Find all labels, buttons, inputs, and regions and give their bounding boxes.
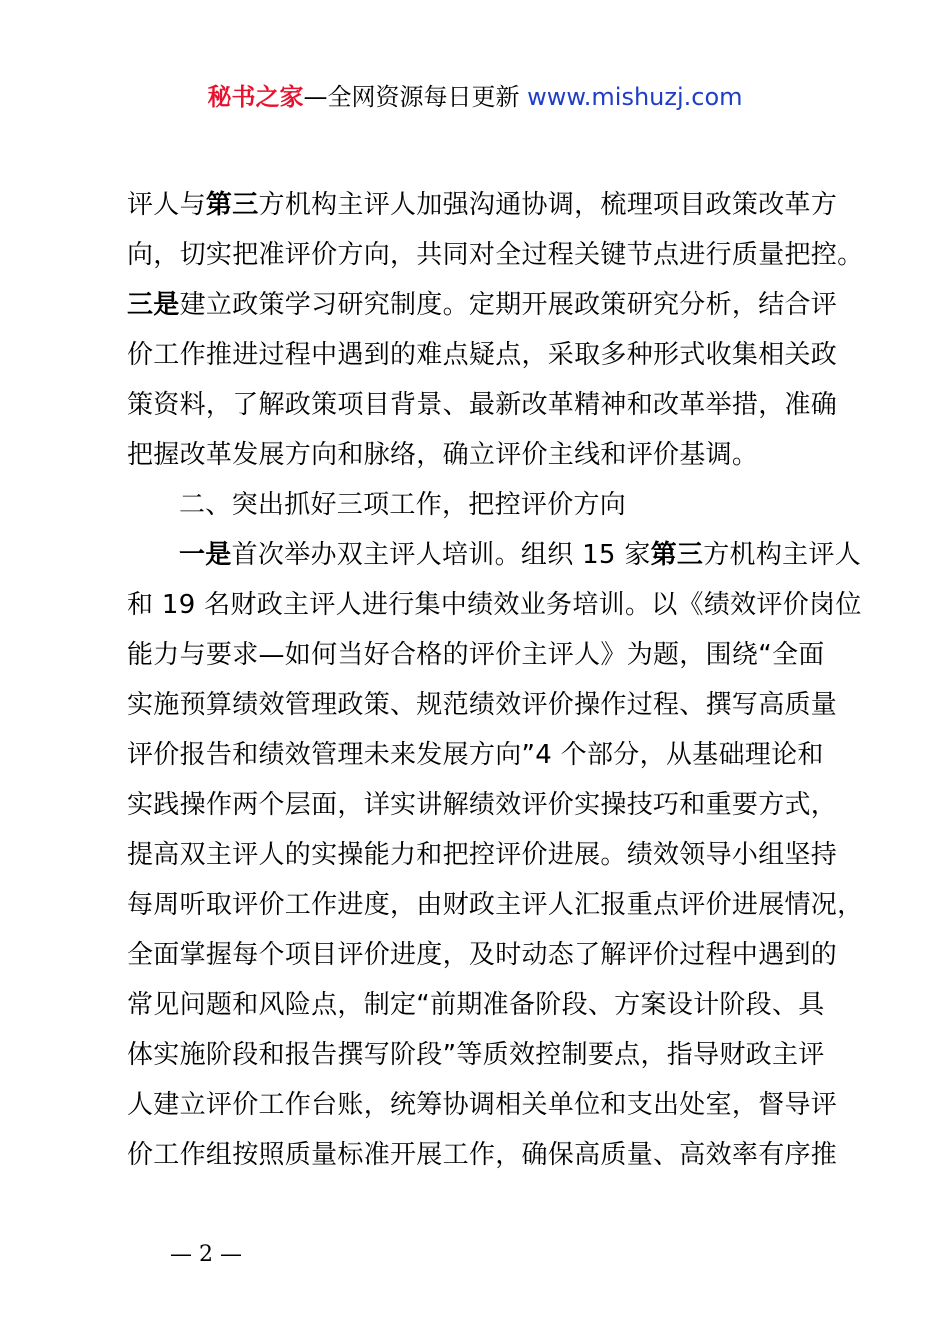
site-url-link[interactable]: www.mishuzj.com <box>527 83 743 111</box>
text-run: 评人与 <box>127 190 206 220</box>
text-run: 方机构主评人加强沟通协调，梳理项目政策改革方 <box>258 190 838 220</box>
text-run: 首次举办双主评人培训。组织 15 家 <box>231 540 651 570</box>
text-line <box>127 180 837 230</box>
text-line: 体实施阶段和报告撰写阶段”等质效控制要点，指导财政主评 <box>127 1040 825 1070</box>
text-line: 价工作推进过程中遇到的难点疑点，采取多种形式收集相关政 <box>127 340 838 370</box>
text-line: 向，切实把准评价方向，共同对全过程关键节点进行质量把控。 <box>127 240 864 270</box>
text-line: 评价报告和绩效管理未来发展方向”4 个部分，从基础理论和 <box>127 740 824 770</box>
bold-text: 第三 <box>650 540 704 570</box>
text-line: 每周听取评价工作进度，由财政主评人汇报重点评价进展情况， <box>127 890 864 920</box>
text-line: 策资料，了解政策项目背景、最新改革精神和改革举措，准确 <box>127 390 838 420</box>
bold-text: 第三 <box>205 190 259 220</box>
page-number: — 2 — <box>170 1242 242 1267</box>
brand-name: 秘书之家 <box>207 83 304 111</box>
text-run: 建立政策学习研究制度。定期开展政策研究分析，结合评 <box>179 290 838 320</box>
bold-text: 三是 <box>127 290 180 320</box>
text-line: 常见问题和风险点，制定“前期准备阶段、方案设计阶段、具 <box>127 990 825 1020</box>
document-body <box>127 180 864 1180</box>
bold-text: 一是 <box>179 540 232 570</box>
text-line: 和 19 名财政主评人进行集中绩效业务培训。以《绩效评价岗位 <box>127 590 862 620</box>
text-line: 实施预算绩效管理政策、规范绩效评价操作过程、撰写高质量 <box>127 690 838 720</box>
text-line: 价工作组按照质量标准开展工作，确保高质量、高效率有序推 <box>127 1140 838 1170</box>
section-heading: 二、突出抓好三项工作，把控评价方向 <box>179 490 627 520</box>
text-line: 全面掌握每个项目评价进度，及时动态了解评价过程中遇到的 <box>127 940 838 970</box>
text-run: 方机构主评人 <box>703 540 862 570</box>
header-tagline: —全网资源每日更新 <box>303 83 528 111</box>
text-line <box>127 280 837 330</box>
site-header <box>0 80 950 114</box>
text-line: 实践操作两个层面，详实讲解绩效评价实操技巧和重要方式， <box>127 790 838 820</box>
text-line: 能力与要求—如何当好合格的评价主评人》为题，围绕“全面 <box>127 640 825 670</box>
text-line: 提高双主评人的实操能力和把控评价进展。绩效领导小组坚持 <box>127 840 838 870</box>
text-line <box>127 530 862 580</box>
text-line: 把握改革发展方向和脉络，确立评价主线和评价基调。 <box>127 440 759 470</box>
text-line: 人建立评价工作台账，统筹协调相关单位和支出处室，督导评 <box>127 1090 838 1120</box>
